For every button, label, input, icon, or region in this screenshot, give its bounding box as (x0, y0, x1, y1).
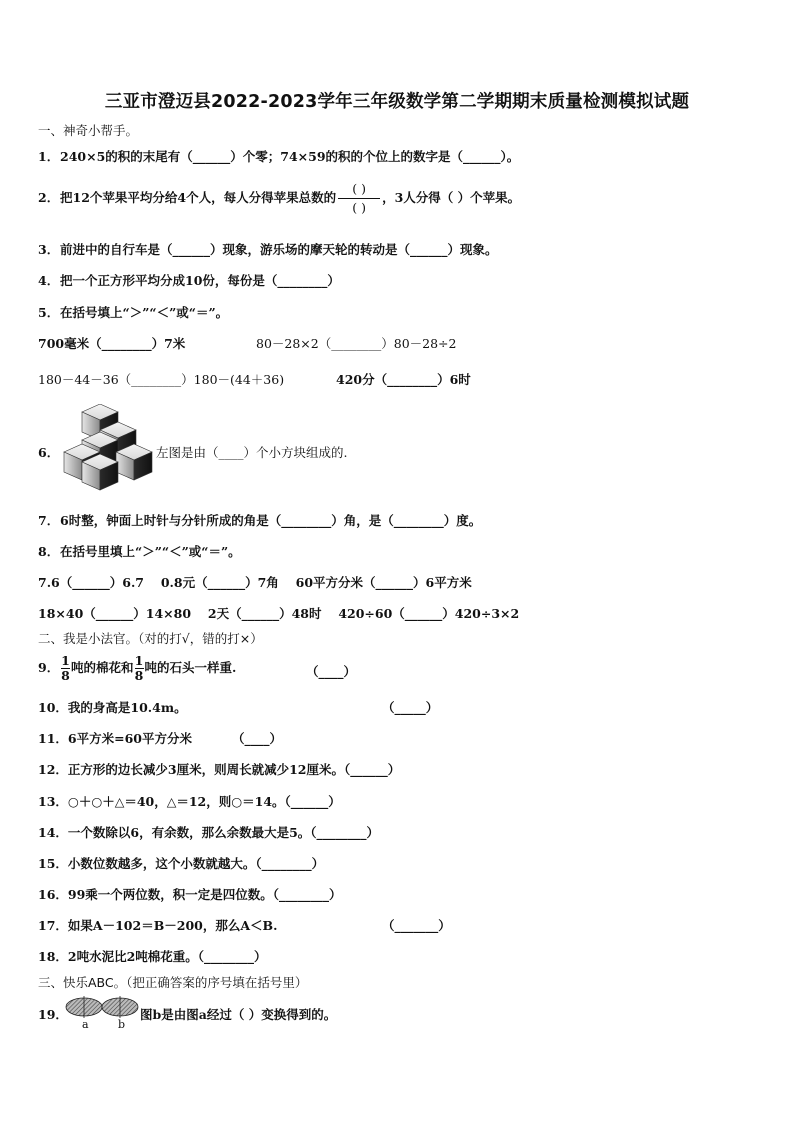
question-number: 18． (38, 949, 68, 964)
question-text: ○＋○＋△＝40，△＝12，则○＝14。（______） (67, 794, 341, 809)
question-5-row-1b: 80－28×2（________）80－28÷2 (256, 336, 457, 351)
figure-b (102, 996, 138, 1018)
fraction-denominator: ( ) (352, 200, 366, 215)
question-8 (38, 542, 241, 560)
fraction-numerator: 1 (61, 653, 70, 668)
question-number: 9． (38, 660, 60, 675)
question-number: 15． (38, 856, 68, 871)
question-text-pre: 把12个苹果平均分给4个人，每人分得苹果总数的 (60, 190, 337, 205)
cube (82, 454, 118, 490)
question-number: 19． (38, 1007, 68, 1022)
question-text: 在括号里填上“＞”“＜”或“＝”。 (60, 544, 241, 559)
question-10 (38, 698, 187, 716)
question-text: 99乘一个两位数，积一定是四位数。（________） (67, 887, 342, 902)
question-text: 6平方米=60平方分米 (67, 731, 192, 746)
question-text: 在括号填上“＞”“＜”或“＝”。 (60, 305, 229, 320)
figure-a (66, 996, 102, 1018)
section-1-heading: 一、神奇小帮手。 (38, 123, 139, 138)
cube-stack-figure (58, 404, 154, 496)
question-8-row-2: 18×40（______）14×80 2天（______）48时 420÷60（______）420÷3×2 (38, 606, 520, 621)
question-number: 17． (38, 918, 68, 933)
question-number: 14． (38, 825, 68, 840)
fraction-numerator: ( ) (352, 181, 366, 196)
question-8-row-1: 7.6（______）6.7 0.8元（______）7角 60平方分米（______）6平方米 (38, 575, 472, 590)
question-text: 一个数除以6，有余数，那么余数最大是5。（________） (67, 825, 380, 840)
question-number: 12． (38, 762, 68, 777)
question-text: 小数位数越多，这个小数就越大。（________） (67, 856, 325, 871)
ellipse-transform-figure (64, 996, 142, 1032)
question-text: 正方形的边长减少3厘米，则周长就减少12厘米。（______） (67, 762, 401, 777)
question-14 (38, 823, 379, 841)
figure-b-label: b (118, 1018, 126, 1031)
question-text-post: ，3人分得（ ）个苹果。 (382, 190, 521, 205)
question-17 (38, 916, 277, 934)
blank-fraction (338, 180, 380, 217)
question-9 (38, 654, 236, 683)
question-5-row-2b: 420分（________）6时 (336, 372, 471, 387)
question-12 (38, 760, 400, 778)
question-text: 240×5的积的末尾有（______）个零；74×59的积的个位上的数字是（______）。 (60, 149, 520, 164)
question-number: 2． (38, 190, 60, 205)
fraction-denominator: 8 (61, 668, 70, 683)
question-4 (38, 271, 340, 289)
fraction (61, 654, 70, 683)
question-number: 3． (38, 242, 60, 257)
question-5-row-2a: 180－44－36（________）180－(44＋36) (38, 372, 285, 387)
question-number: 1． (38, 149, 60, 164)
question-2 (38, 180, 520, 217)
question-text: 把一个正方形平均分成10份，每份是（________） (60, 273, 340, 288)
fraction-numerator: 1 (134, 653, 144, 668)
question-number: 6． (38, 445, 60, 460)
question-number: 13． (38, 794, 68, 809)
question-number: 11． (38, 731, 68, 746)
question-text: 我的身高是10.4m。 (67, 700, 187, 715)
question-19-text: 图b是由图a经过（ ）变换得到的。 (140, 1007, 337, 1022)
question-5-row-1a: 700毫米（________）7米 (38, 336, 186, 351)
section-3-heading: 三、快乐ABC。（把正确答案的序号填在括号里） (38, 975, 308, 990)
question-3 (38, 240, 498, 258)
question-number: 4． (38, 273, 60, 288)
question-5 (38, 303, 228, 321)
question-11-answer: （____） (232, 731, 283, 746)
question-18 (38, 947, 267, 965)
question-10-answer: （_____） (382, 700, 439, 715)
question-6-text: 左图是由（____）个小方块组成的. (156, 445, 348, 460)
page-title: 三亚市澄迈县2022-2023学年三年级数学第二学期期末质量检测模拟试题 (104, 92, 690, 112)
section-2-heading: 二、我是小法官。（对的打√，错的打×） (38, 631, 263, 646)
question-text: 2吨水泥比2吨棉花重。（________） (67, 949, 267, 964)
question-number: 7． (38, 513, 60, 528)
fraction (135, 654, 144, 683)
question-text: 如果A－102＝B－200，那么A＜B. (67, 918, 278, 933)
question-text: 前进中的自行车是（______）现象，游乐场的摩天轮的转动是（______）现象。 (60, 242, 498, 257)
question-6 (38, 443, 60, 461)
question-15 (38, 854, 324, 872)
question-16 (38, 885, 342, 903)
cube (116, 444, 152, 480)
question-text: 6时整，钟面上时针与分针所成的角是（________）角，是（________）度。 (60, 513, 482, 528)
figure-a-label: a (82, 1018, 89, 1031)
question-17-answer: （_______） (382, 918, 451, 933)
question-number: 16． (38, 887, 68, 902)
question-1 (38, 147, 519, 165)
fraction-denominator: 8 (134, 668, 144, 683)
question-number: 5． (38, 305, 60, 320)
question-number: 8． (38, 544, 60, 559)
question-text-mid: 吨的棉花和 (71, 660, 134, 675)
question-9-answer: （____） (306, 664, 357, 679)
question-text-post: 吨的石头一样重. (144, 660, 237, 675)
question-7 (38, 511, 481, 529)
question-11 (38, 729, 192, 747)
question-13 (38, 792, 341, 810)
question-number: 10． (38, 700, 68, 715)
